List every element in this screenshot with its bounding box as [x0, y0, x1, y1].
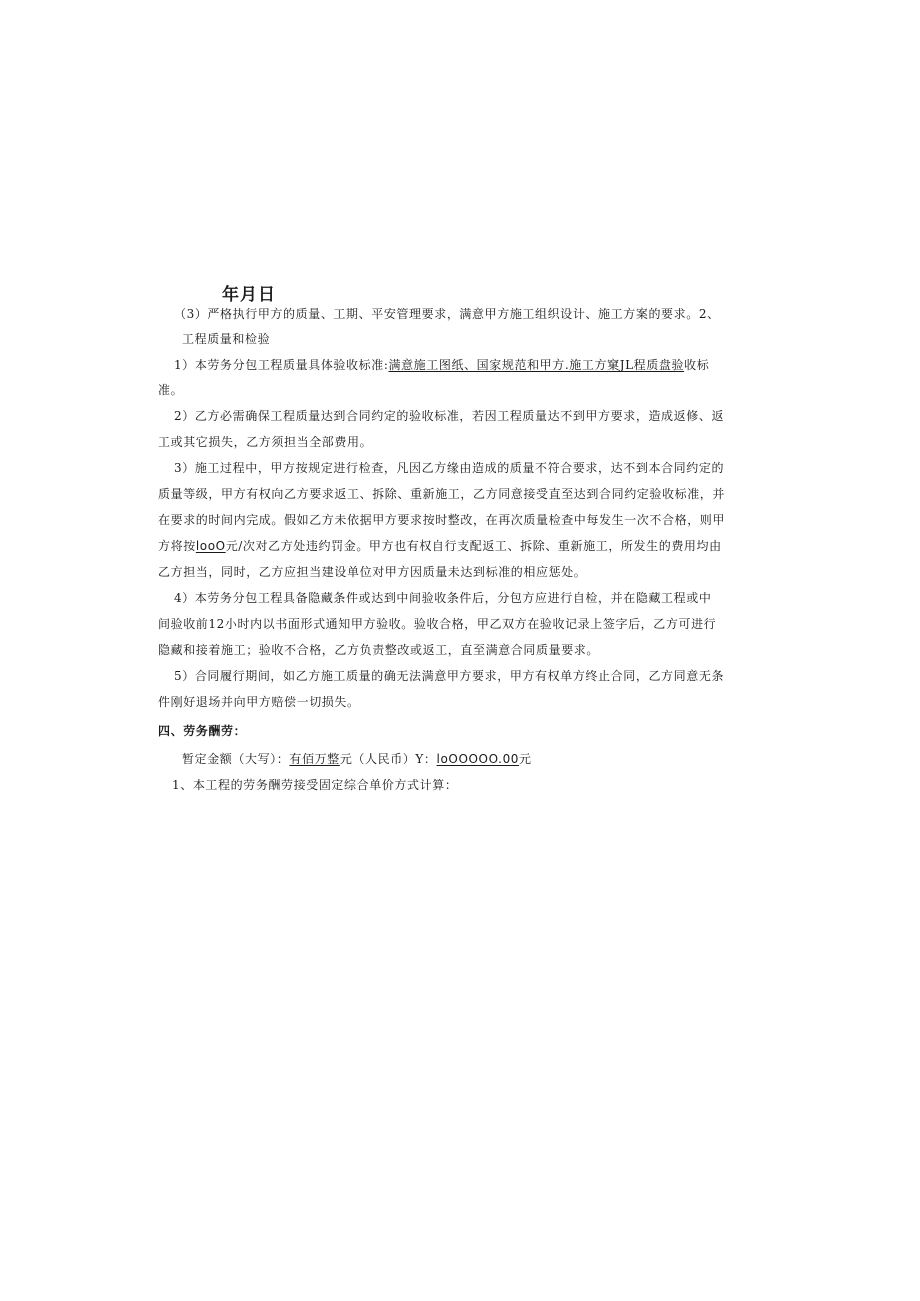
clause-3-line: （3）严格执行甲方的质量、工期、平安管理要求，满意甲方施工组织设计、施工方案的要求。2、	[174, 307, 720, 321]
quality-item-1-text: 1）本劳务分包工程质量具体验收标准:	[174, 358, 389, 372]
quality-item-2-line-1: 2）乙方必需确保工程质量达到合同约定的验收标准，若因工程质量达不到甲方要求，造成返修、返	[174, 409, 725, 423]
quality-item-1-tail: 收标	[684, 358, 710, 372]
quality-item-1-line-1	[174, 357, 774, 373]
provisional-amount-line	[182, 751, 782, 767]
penalty-suffix: 元/次对乙方处违约罚金。甲方也有权自行支配返工、拆除、重新施工，所发生的费用均由	[225, 539, 722, 553]
amount-currency-label: 元（人民币）Y：	[339, 752, 437, 766]
date-heading: 年月日	[222, 285, 276, 305]
quality-item-5-line-2: 件刚好退场并向甲方赔偿一切损失。	[158, 695, 360, 709]
amount-unit: 元	[519, 752, 532, 766]
remuneration-item-1: 1、本工程的劳务酬劳接受固定综合单价方式计算：	[172, 778, 458, 792]
quality-item-4-line-3: 隐藏和接着施工；验收不合格，乙方负责整改或返工，直至满意合同质量要求。	[158, 643, 600, 657]
quality-item-3-line-5: 乙方担当，同时，乙方应担当建设单位对甲方因质量未达到标准的相应惩处。	[158, 565, 587, 579]
quality-item-3-line-2: 质量等级，甲方有权向乙方要求返工、拆除、重新施工，乙方同意接受直至达到合同约定验收标准，并	[158, 487, 726, 501]
penalty-amount: looO	[195, 539, 226, 553]
section-title-remuneration: 四、劳务酬劳：	[158, 724, 247, 738]
section-title-quality: 工程质量和检验	[182, 332, 271, 346]
amount-label: 暂定金额（大写）：	[182, 752, 290, 766]
quality-item-1-line-2: 准。	[158, 383, 184, 397]
quality-item-2-line-2: 工或其它损失，乙方须担当全部费用。	[158, 435, 373, 449]
amount-in-words: 有佰万整	[289, 752, 340, 766]
quality-item-5-line-1: 5）合同履行期间，如乙方施工质量的确无法满意甲方要求，甲方有权单方终止合同，乙方同意无条	[174, 669, 725, 683]
amount-in-figures: loOOOOO.00	[436, 752, 520, 766]
quality-item-3-line-4	[158, 538, 758, 554]
quality-item-3-line-3: 在要求的时间内完成。假如乙方未依据甲方要求按时整改，在再次质量检查中每发生一次不合格，则甲	[158, 513, 726, 527]
quality-item-4-line-2: 间验收前12小时内以书面形式通知甲方验收。验收合格，甲乙双方在验收记录上签字后，乙方可进行	[158, 617, 717, 631]
quality-item-3-line-1: 3）施工过程中，甲方按规定进行检查，凡因乙方缘由造成的质量不符合要求，达不到本合同约定的	[174, 461, 725, 475]
penalty-prefix: 方将按	[158, 539, 196, 553]
quality-item-4-line-1: 4）本劳务分包工程具备隐藏条件或达到中间验收条件后，分包方应进行自检，并在隐藏工程或中	[174, 591, 712, 605]
acceptance-standard-underlined: 满意施工图纸、国家规范和甲方.施工方窠JL程质盘验	[388, 358, 685, 372]
